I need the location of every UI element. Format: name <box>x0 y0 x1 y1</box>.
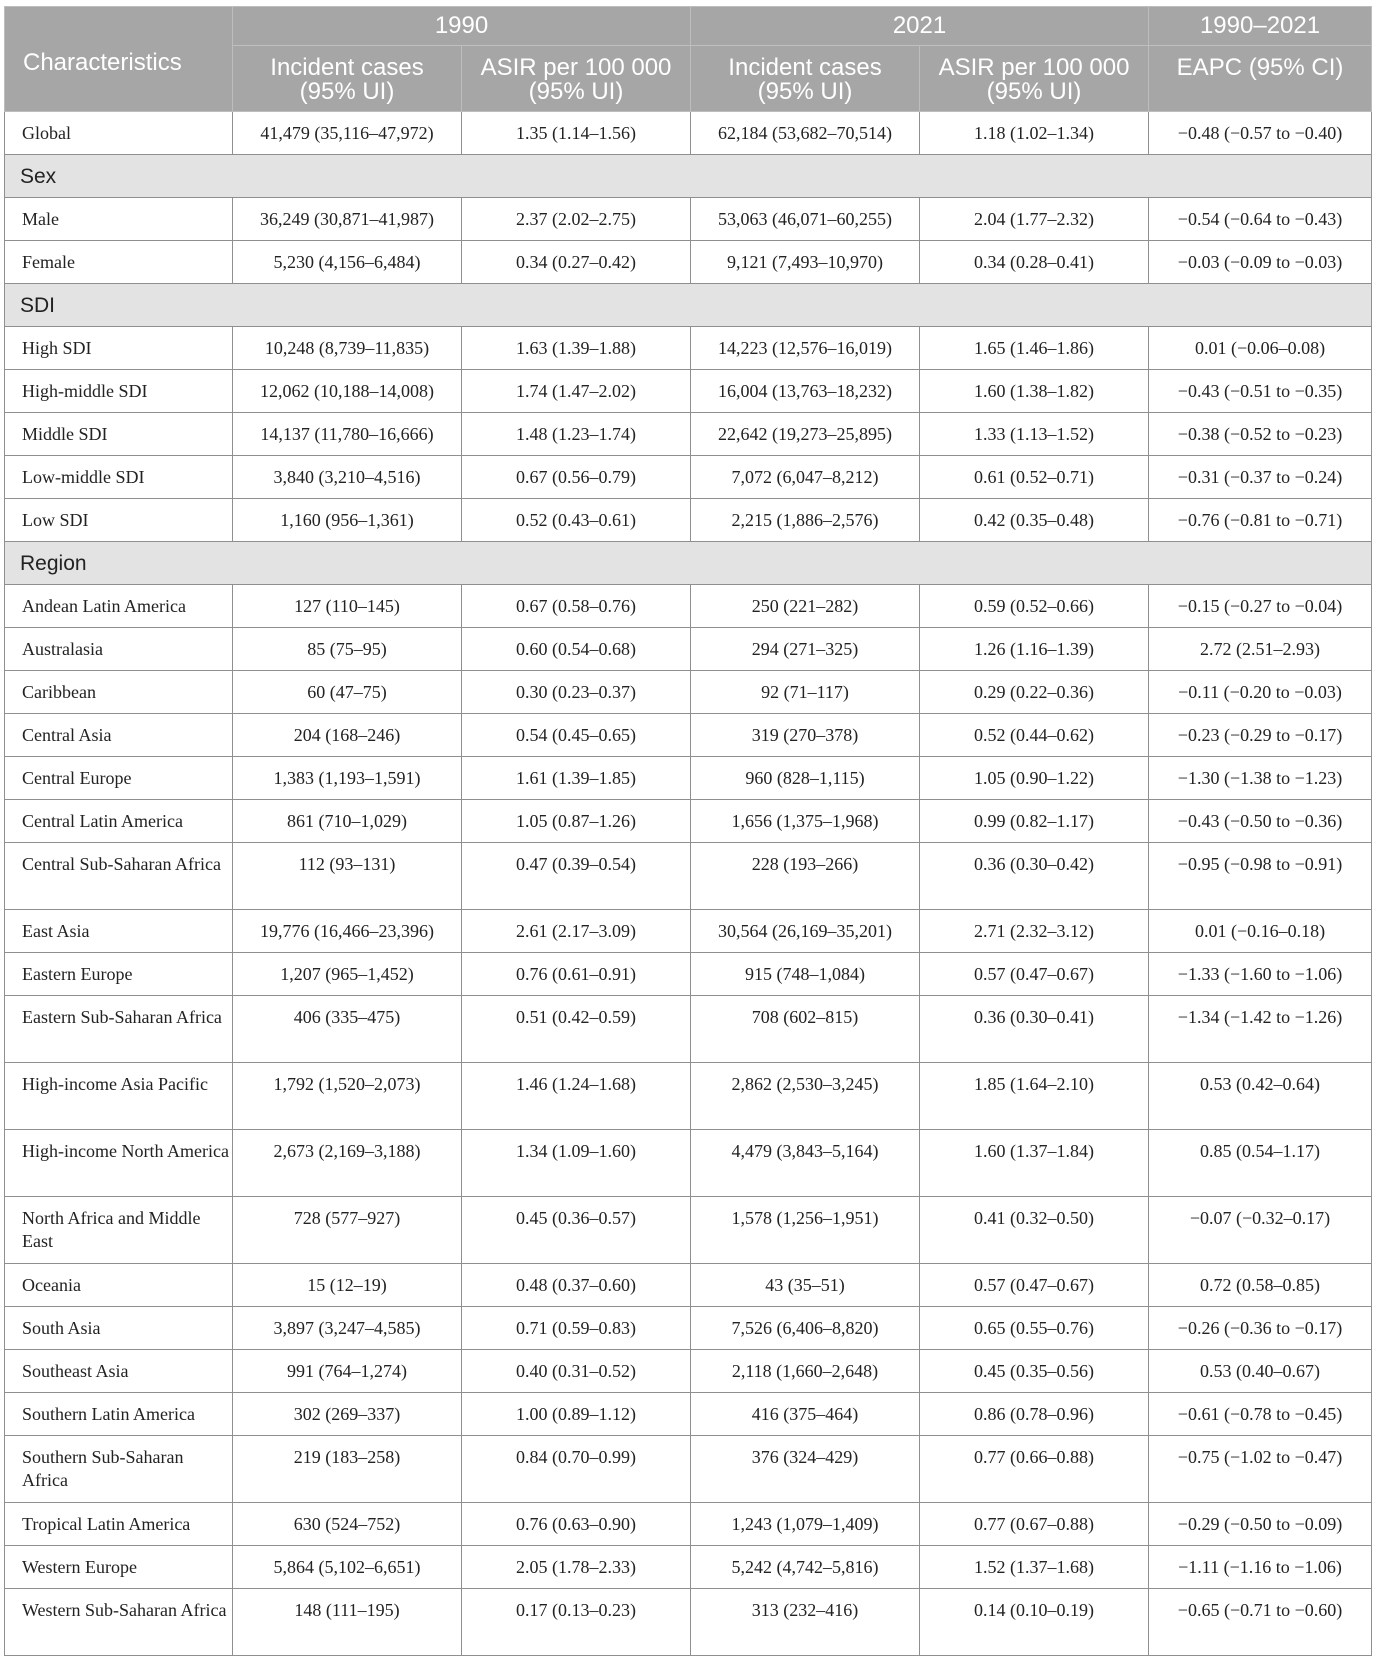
cell-cases-1990: 1,792 (1,520–2,073) <box>233 1063 462 1130</box>
cell-cases-1990: 41,479 (35,116–47,972) <box>233 112 462 155</box>
cell-cases-1990: 10,248 (8,739–11,835) <box>233 327 462 370</box>
cell-asir-1990: 0.48 (0.37–0.60) <box>462 1264 691 1307</box>
cell-cases-1990: 127 (110–145) <box>233 585 462 628</box>
cell-asir-2021: 0.77 (0.66–0.88) <box>920 1436 1149 1503</box>
cell-eapc: −1.33 (−1.60 to −1.06) <box>1149 953 1372 996</box>
header-group-change: 1990–2021 <box>1149 7 1372 46</box>
cell-row-label: Low-middle SDI <box>5 456 233 499</box>
cell-cases-1990: 85 (75–95) <box>233 628 462 671</box>
section-header-row <box>5 542 1372 585</box>
cell-asir-1990: 0.54 (0.45–0.65) <box>462 714 691 757</box>
header-group-1990: 1990 <box>233 7 691 46</box>
table-row <box>5 628 1372 671</box>
cell-cases-2021: 2,862 (2,530–3,245) <box>691 1063 920 1130</box>
cell-eapc: 0.53 (0.42–0.64) <box>1149 1063 1372 1130</box>
cell-asir-2021: 0.42 (0.35–0.48) <box>920 499 1149 542</box>
cell-eapc: −1.34 (−1.42 to −1.26) <box>1149 996 1372 1063</box>
cell-cases-1990: 1,207 (965–1,452) <box>233 953 462 996</box>
cell-eapc: −1.11 (−1.16 to −1.06) <box>1149 1546 1372 1589</box>
cell-cases-2021: 22,642 (19,273–25,895) <box>691 413 920 456</box>
cell-cases-1990: 3,897 (3,247–4,585) <box>233 1307 462 1350</box>
header-col-eapc: EAPC (95% CI) <box>1149 46 1372 112</box>
cell-row-label: Tropical Latin America <box>5 1503 233 1546</box>
table-row <box>5 1063 1372 1130</box>
cell-asir-1990: 0.30 (0.23–0.37) <box>462 671 691 714</box>
table-row <box>5 714 1372 757</box>
cell-cases-1990: 15 (12–19) <box>233 1264 462 1307</box>
cell-eapc: −0.48 (−0.57 to −0.40) <box>1149 112 1372 155</box>
cell-cases-2021: 9,121 (7,493–10,970) <box>691 241 920 284</box>
cell-eapc: −0.29 (−0.50 to −0.09) <box>1149 1503 1372 1546</box>
cell-cases-1990: 5,230 (4,156–6,484) <box>233 241 462 284</box>
table-row <box>5 456 1372 499</box>
cell-cases-1990: 204 (168–246) <box>233 714 462 757</box>
cell-row-label: High-income North America <box>5 1130 233 1197</box>
section-label: Region <box>5 542 1372 585</box>
cell-row-label: Global <box>5 112 233 155</box>
cell-asir-2021: 1.65 (1.46–1.86) <box>920 327 1149 370</box>
cell-eapc: −0.15 (−0.27 to −0.04) <box>1149 585 1372 628</box>
cell-asir-1990: 1.46 (1.24–1.68) <box>462 1063 691 1130</box>
cell-row-label: Middle SDI <box>5 413 233 456</box>
cell-asir-1990: 1.00 (0.89–1.12) <box>462 1393 691 1436</box>
cell-eapc: −0.61 (−0.78 to −0.45) <box>1149 1393 1372 1436</box>
header-col-asir-2021: ASIR per 100 000 (95% UI) <box>920 46 1149 112</box>
cell-asir-1990: 0.67 (0.58–0.76) <box>462 585 691 628</box>
table-row <box>5 585 1372 628</box>
cell-cases-2021: 7,526 (6,406–8,820) <box>691 1307 920 1350</box>
cell-asir-2021: 0.61 (0.52–0.71) <box>920 456 1149 499</box>
cell-eapc: −0.38 (−0.52 to −0.23) <box>1149 413 1372 456</box>
cell-asir-1990: 1.61 (1.39–1.85) <box>462 757 691 800</box>
cell-eapc: −1.30 (−1.38 to −1.23) <box>1149 757 1372 800</box>
cell-asir-1990: 0.45 (0.36–0.57) <box>462 1197 691 1264</box>
table-header <box>5 7 1372 112</box>
cell-eapc: −0.23 (−0.29 to −0.17) <box>1149 714 1372 757</box>
cell-cases-2021: 7,072 (6,047–8,212) <box>691 456 920 499</box>
cell-cases-2021: 92 (71–117) <box>691 671 920 714</box>
cell-row-label: Southern Sub-Saharan Africa <box>5 1436 233 1503</box>
section-label: SDI <box>5 284 1372 327</box>
cell-cases-2021: 708 (602–815) <box>691 996 920 1063</box>
cell-eapc: −0.95 (−0.98 to −0.91) <box>1149 843 1372 910</box>
cell-cases-1990: 14,137 (11,780–16,666) <box>233 413 462 456</box>
header-col-cases-2021: Incident cases (95% UI) <box>691 46 920 112</box>
table-row <box>5 370 1372 413</box>
cell-asir-1990: 0.34 (0.27–0.42) <box>462 241 691 284</box>
cell-asir-2021: 0.86 (0.78–0.96) <box>920 1393 1149 1436</box>
table-row <box>5 241 1372 284</box>
cell-asir-1990: 0.40 (0.31–0.52) <box>462 1350 691 1393</box>
cell-asir-1990: 0.84 (0.70–0.99) <box>462 1436 691 1503</box>
cell-asir-1990: 0.17 (0.13–0.23) <box>462 1589 691 1656</box>
cell-row-label: Western Europe <box>5 1546 233 1589</box>
cell-asir-1990: 1.05 (0.87–1.26) <box>462 800 691 843</box>
cell-asir-1990: 0.60 (0.54–0.68) <box>462 628 691 671</box>
cell-asir-2021: 0.59 (0.52–0.66) <box>920 585 1149 628</box>
incidence-table <box>4 6 1372 1656</box>
cell-eapc: −0.26 (−0.36 to −0.17) <box>1149 1307 1372 1350</box>
cell-asir-2021: 1.60 (1.37–1.84) <box>920 1130 1149 1197</box>
cell-cases-2021: 1,578 (1,256–1,951) <box>691 1197 920 1264</box>
cell-asir-1990: 1.48 (1.23–1.74) <box>462 413 691 456</box>
cell-asir-2021: 0.34 (0.28–0.41) <box>920 241 1149 284</box>
cell-asir-2021: 1.05 (0.90–1.22) <box>920 757 1149 800</box>
table-row <box>5 1197 1372 1264</box>
cell-eapc: 0.72 (0.58–0.85) <box>1149 1264 1372 1307</box>
header-characteristics: Characteristics <box>5 7 233 112</box>
cell-asir-2021: 0.57 (0.47–0.67) <box>920 1264 1149 1307</box>
table-row <box>5 757 1372 800</box>
cell-asir-2021: 0.41 (0.32–0.50) <box>920 1197 1149 1264</box>
cell-asir-1990: 0.76 (0.61–0.91) <box>462 953 691 996</box>
cell-asir-2021: 0.36 (0.30–0.42) <box>920 843 1149 910</box>
cell-cases-1990: 148 (111–195) <box>233 1589 462 1656</box>
cell-row-label: Eastern Europe <box>5 953 233 996</box>
cell-asir-1990: 1.35 (1.14–1.56) <box>462 112 691 155</box>
cell-cases-2021: 1,243 (1,079–1,409) <box>691 1503 920 1546</box>
cell-asir-1990: 1.63 (1.39–1.88) <box>462 327 691 370</box>
cell-asir-2021: 0.77 (0.67–0.88) <box>920 1503 1149 1546</box>
cell-cases-2021: 319 (270–378) <box>691 714 920 757</box>
cell-cases-2021: 960 (828–1,115) <box>691 757 920 800</box>
cell-row-label: High-middle SDI <box>5 370 233 413</box>
cell-eapc: −0.43 (−0.50 to −0.36) <box>1149 800 1372 843</box>
cell-asir-2021: 0.36 (0.30–0.41) <box>920 996 1149 1063</box>
cell-row-label: Caribbean <box>5 671 233 714</box>
cell-cases-2021: 5,242 (4,742–5,816) <box>691 1546 920 1589</box>
cell-asir-2021: 1.33 (1.13–1.52) <box>920 413 1149 456</box>
table-row <box>5 996 1372 1063</box>
table-row <box>5 1503 1372 1546</box>
cell-cases-1990: 219 (183–258) <box>233 1436 462 1503</box>
cell-cases-2021: 228 (193–266) <box>691 843 920 910</box>
cell-cases-2021: 62,184 (53,682–70,514) <box>691 112 920 155</box>
cell-row-label: Eastern Sub-Saharan Africa <box>5 996 233 1063</box>
header-col-asir-1990: ASIR per 100 000 (95% UI) <box>462 46 691 112</box>
cell-row-label: South Asia <box>5 1307 233 1350</box>
cell-asir-1990: 2.61 (2.17–3.09) <box>462 910 691 953</box>
cell-row-label: East Asia <box>5 910 233 953</box>
cell-cases-1990: 728 (577–927) <box>233 1197 462 1264</box>
table-row <box>5 1264 1372 1307</box>
cell-row-label: Oceania <box>5 1264 233 1307</box>
table-row <box>5 1546 1372 1589</box>
cell-asir-2021: 1.85 (1.64–2.10) <box>920 1063 1149 1130</box>
cell-cases-2021: 250 (221–282) <box>691 585 920 628</box>
table-row <box>5 198 1372 241</box>
section-header-row <box>5 155 1372 198</box>
cell-asir-1990: 0.51 (0.42–0.59) <box>462 996 691 1063</box>
cell-asir-2021: 0.29 (0.22–0.36) <box>920 671 1149 714</box>
cell-eapc: −0.65 (−0.71 to −0.60) <box>1149 1589 1372 1656</box>
table-row <box>5 800 1372 843</box>
cell-cases-2021: 4,479 (3,843–5,164) <box>691 1130 920 1197</box>
cell-asir-2021: 0.45 (0.35–0.56) <box>920 1350 1149 1393</box>
table-row <box>5 327 1372 370</box>
cell-asir-2021: 1.26 (1.16–1.39) <box>920 628 1149 671</box>
cell-cases-2021: 2,215 (1,886–2,576) <box>691 499 920 542</box>
table-row <box>5 1350 1372 1393</box>
cell-row-label: Male <box>5 198 233 241</box>
cell-asir-2021: 2.71 (2.32–3.12) <box>920 910 1149 953</box>
cell-row-label: Andean Latin America <box>5 585 233 628</box>
header-group-2021: 2021 <box>691 7 1149 46</box>
table-row <box>5 910 1372 953</box>
cell-cases-1990: 302 (269–337) <box>233 1393 462 1436</box>
cell-cases-1990: 36,249 (30,871–41,987) <box>233 198 462 241</box>
table-row <box>5 1393 1372 1436</box>
section-label: Sex <box>5 155 1372 198</box>
cell-cases-2021: 313 (232–416) <box>691 1589 920 1656</box>
cell-cases-1990: 5,864 (5,102–6,651) <box>233 1546 462 1589</box>
table-row <box>5 413 1372 456</box>
table-row <box>5 953 1372 996</box>
table-row <box>5 1589 1372 1656</box>
cell-eapc: 0.01 (−0.06–0.08) <box>1149 327 1372 370</box>
cell-cases-1990: 60 (47–75) <box>233 671 462 714</box>
cell-asir-2021: 0.57 (0.47–0.67) <box>920 953 1149 996</box>
cell-cases-1990: 3,840 (3,210–4,516) <box>233 456 462 499</box>
cell-asir-2021: 1.52 (1.37–1.68) <box>920 1546 1149 1589</box>
cell-eapc: −0.31 (−0.37 to −0.24) <box>1149 456 1372 499</box>
cell-row-label: High-income Asia Pacific <box>5 1063 233 1130</box>
cell-cases-1990: 861 (710–1,029) <box>233 800 462 843</box>
cell-asir-1990: 0.76 (0.63–0.90) <box>462 1503 691 1546</box>
table-row <box>5 112 1372 155</box>
cell-cases-1990: 991 (764–1,274) <box>233 1350 462 1393</box>
cell-eapc: −0.43 (−0.51 to −0.35) <box>1149 370 1372 413</box>
cell-asir-1990: 0.47 (0.39–0.54) <box>462 843 691 910</box>
cell-cases-2021: 915 (748–1,084) <box>691 953 920 996</box>
cell-eapc: 0.85 (0.54–1.17) <box>1149 1130 1372 1197</box>
cell-eapc: −0.75 (−1.02 to −0.47) <box>1149 1436 1372 1503</box>
cell-asir-1990: 0.67 (0.56–0.79) <box>462 456 691 499</box>
cell-asir-1990: 2.37 (2.02–2.75) <box>462 198 691 241</box>
cell-eapc: −0.76 (−0.81 to −0.71) <box>1149 499 1372 542</box>
cell-row-label: Central Europe <box>5 757 233 800</box>
cell-eapc: −0.11 (−0.20 to −0.03) <box>1149 671 1372 714</box>
cell-cases-1990: 1,160 (956–1,361) <box>233 499 462 542</box>
header-col-cases-1990: Incident cases (95% UI) <box>233 46 462 112</box>
section-header-row <box>5 284 1372 327</box>
table-row <box>5 1130 1372 1197</box>
cell-cases-2021: 294 (271–325) <box>691 628 920 671</box>
cell-row-label: Central Asia <box>5 714 233 757</box>
cell-cases-2021: 1,656 (1,375–1,968) <box>691 800 920 843</box>
cell-asir-2021: 0.65 (0.55–0.76) <box>920 1307 1149 1350</box>
cell-asir-2021: 0.52 (0.44–0.62) <box>920 714 1149 757</box>
table-row <box>5 671 1372 714</box>
cell-asir-2021: 0.14 (0.10–0.19) <box>920 1589 1149 1656</box>
cell-asir-2021: 0.99 (0.82–1.17) <box>920 800 1149 843</box>
cell-row-label: Central Sub-Saharan Africa <box>5 843 233 910</box>
cell-row-label: Australasia <box>5 628 233 671</box>
cell-row-label: Southeast Asia <box>5 1350 233 1393</box>
table-row <box>5 843 1372 910</box>
cell-eapc: −0.07 (−0.32–0.17) <box>1149 1197 1372 1264</box>
cell-asir-1990: 0.52 (0.43–0.61) <box>462 499 691 542</box>
cell-row-label: Western Sub-Saharan Africa <box>5 1589 233 1656</box>
cell-asir-1990: 2.05 (1.78–2.33) <box>462 1546 691 1589</box>
cell-asir-2021: 1.18 (1.02–1.34) <box>920 112 1149 155</box>
cell-cases-2021: 53,063 (46,071–60,255) <box>691 198 920 241</box>
cell-cases-1990: 12,062 (10,188–14,008) <box>233 370 462 413</box>
cell-cases-2021: 416 (375–464) <box>691 1393 920 1436</box>
cell-cases-1990: 2,673 (2,169–3,188) <box>233 1130 462 1197</box>
cell-row-label: Low SDI <box>5 499 233 542</box>
cell-asir-2021: 2.04 (1.77–2.32) <box>920 198 1149 241</box>
cell-cases-1990: 406 (335–475) <box>233 996 462 1063</box>
cell-cases-2021: 16,004 (13,763–18,232) <box>691 370 920 413</box>
cell-cases-2021: 30,564 (26,169–35,201) <box>691 910 920 953</box>
cell-row-label: High SDI <box>5 327 233 370</box>
cell-cases-2021: 14,223 (12,576–16,019) <box>691 327 920 370</box>
cell-cases-1990: 112 (93–131) <box>233 843 462 910</box>
table-row <box>5 1307 1372 1350</box>
cell-eapc: 0.53 (0.40–0.67) <box>1149 1350 1372 1393</box>
table-row <box>5 499 1372 542</box>
cell-asir-2021: 1.60 (1.38–1.82) <box>920 370 1149 413</box>
cell-row-label: Female <box>5 241 233 284</box>
cell-eapc: −0.54 (−0.64 to −0.43) <box>1149 198 1372 241</box>
cell-eapc: 2.72 (2.51–2.93) <box>1149 628 1372 671</box>
cell-eapc: 0.01 (−0.16–0.18) <box>1149 910 1372 953</box>
cell-cases-2021: 43 (35–51) <box>691 1264 920 1307</box>
cell-cases-1990: 19,776 (16,466–23,396) <box>233 910 462 953</box>
cell-cases-1990: 630 (524–752) <box>233 1503 462 1546</box>
cell-asir-1990: 1.34 (1.09–1.60) <box>462 1130 691 1197</box>
cell-row-label: North Africa and Middle East <box>5 1197 233 1264</box>
cell-asir-1990: 1.74 (1.47–2.02) <box>462 370 691 413</box>
cell-cases-2021: 2,118 (1,660–2,648) <box>691 1350 920 1393</box>
table-body <box>5 112 1372 1656</box>
cell-cases-2021: 376 (324–429) <box>691 1436 920 1503</box>
cell-row-label: Central Latin America <box>5 800 233 843</box>
cell-eapc: −0.03 (−0.09 to −0.03) <box>1149 241 1372 284</box>
cell-row-label: Southern Latin America <box>5 1393 233 1436</box>
table-row <box>5 1436 1372 1503</box>
cell-cases-1990: 1,383 (1,193–1,591) <box>233 757 462 800</box>
cell-asir-1990: 0.71 (0.59–0.83) <box>462 1307 691 1350</box>
